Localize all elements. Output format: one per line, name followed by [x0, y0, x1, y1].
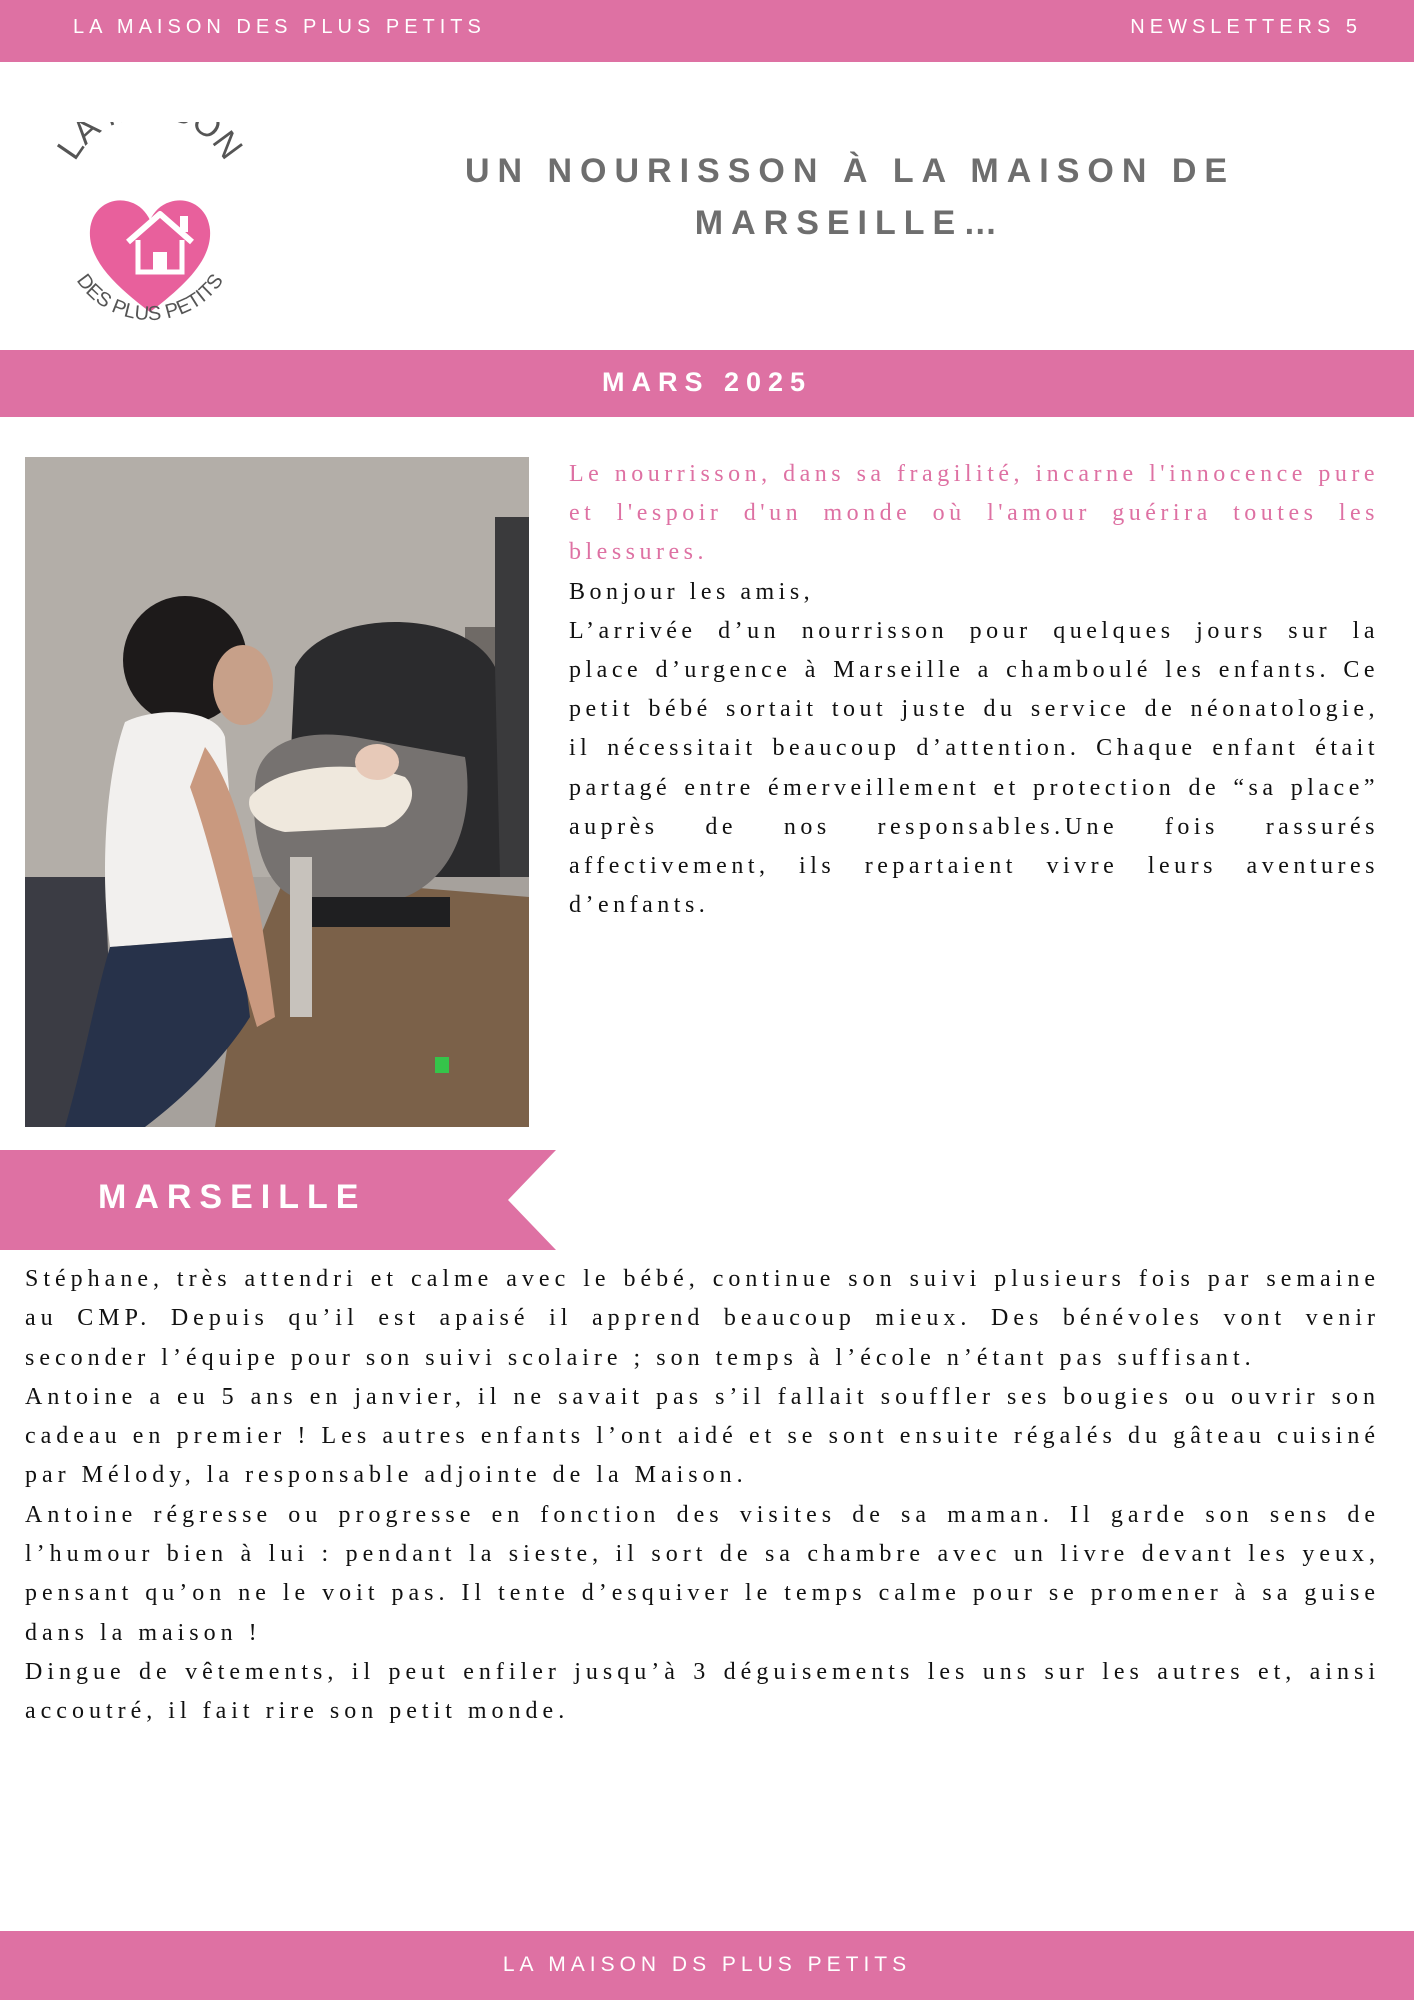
logo-top-text: LA ON — [50, 122, 250, 167]
section-title: MARSEILLE — [98, 1178, 367, 1216]
header-newsletter-number: NEWSLETTERS 5 — [1130, 16, 1362, 38]
footer-bar — [0, 1931, 1414, 2000]
top-header-bar — [0, 0, 1414, 62]
svg-text:LA MAISON — [50, 122, 250, 166]
issue-date: MARS 2025 — [601, 367, 813, 397]
intro-greeting: Bonjour les amis, — [569, 578, 815, 605]
section-body — [25, 1260, 1380, 1732]
body-paragraph: Dingue de vêtements, il peut enfiler jusqu’à 3 déguisements les uns sur les autres et, ainsi accoutré, il fait rire son petit monde. — [25, 1658, 1380, 1725]
body-paragraph: Antoine régresse ou progresse en fonction des visites de sa maman. Il garde son sens de l’humour bien à lui : pendant la sieste, il sort de sa chambre avec un livre devant les yeux, pensant qu’on ne le voit pas. Il tente d’esquiver le temps calme pour se promener à sa guise dans la maison ! — [25, 1501, 1380, 1646]
body-paragraph: Antoine a eu 5 ans en janvier, il ne savait pas s’il fallait souffler ses bougies ou ouvrir son cadeau en premier ! Les autres enfants l’ont aidé et se sont ensuite régalés du gâteau cuisiné par Mélody, la responsable adjointe de la Maison. — [25, 1383, 1380, 1489]
intro-quote: Le nourrisson, dans sa fragilité, incarne l'innocence pure et l'espoir d'un monde où l'amour guérira toutes les blessures. — [569, 461, 1379, 566]
date-bar — [0, 350, 1414, 417]
intro-paragraph: L’arrivée d’un nourrisson pour quelques jours sur la place d’urgence à Marseille a chamboulé les enfants. Ce petit bébé sortait tout juste du service de néonatologie, il nécessitait beaucoup d’attention. Chaque enfant était partagé entre émerveillement et protection de “sa place” auprès de nos responsables.Une fois rassurés affectivement, ils repartaient vivre leurs aventures d’enfants. — [569, 617, 1379, 919]
body-paragraph: Stéphane, très attendri et calme avec le bébé, continue son suivi plusieurs fois par semaine au CMP. Depuis qu’il est apaisé il apprend beaucoup mieux. Des bénévoles vont venir seconder l’équipe pour son suivi scolaire ; son temps à l’école n’étant pas suffisant. — [25, 1266, 1380, 1371]
header-organization-name: LA MAISON DES PLUS PETITS — [73, 16, 486, 38]
section-banner — [0, 1150, 556, 1250]
organization-logo — [50, 122, 250, 342]
logo-bottom-text: DES PLUS PETITS — [72, 270, 228, 326]
intro-text — [569, 455, 1379, 925]
page-title: UN NOURISSON À LA MAISON DE MARSEILLE… — [464, 152, 1236, 242]
photo-child-with-baby — [25, 457, 529, 1127]
footer-text: LA MAISON DS PLUS PETITS — [502, 1953, 912, 1976]
